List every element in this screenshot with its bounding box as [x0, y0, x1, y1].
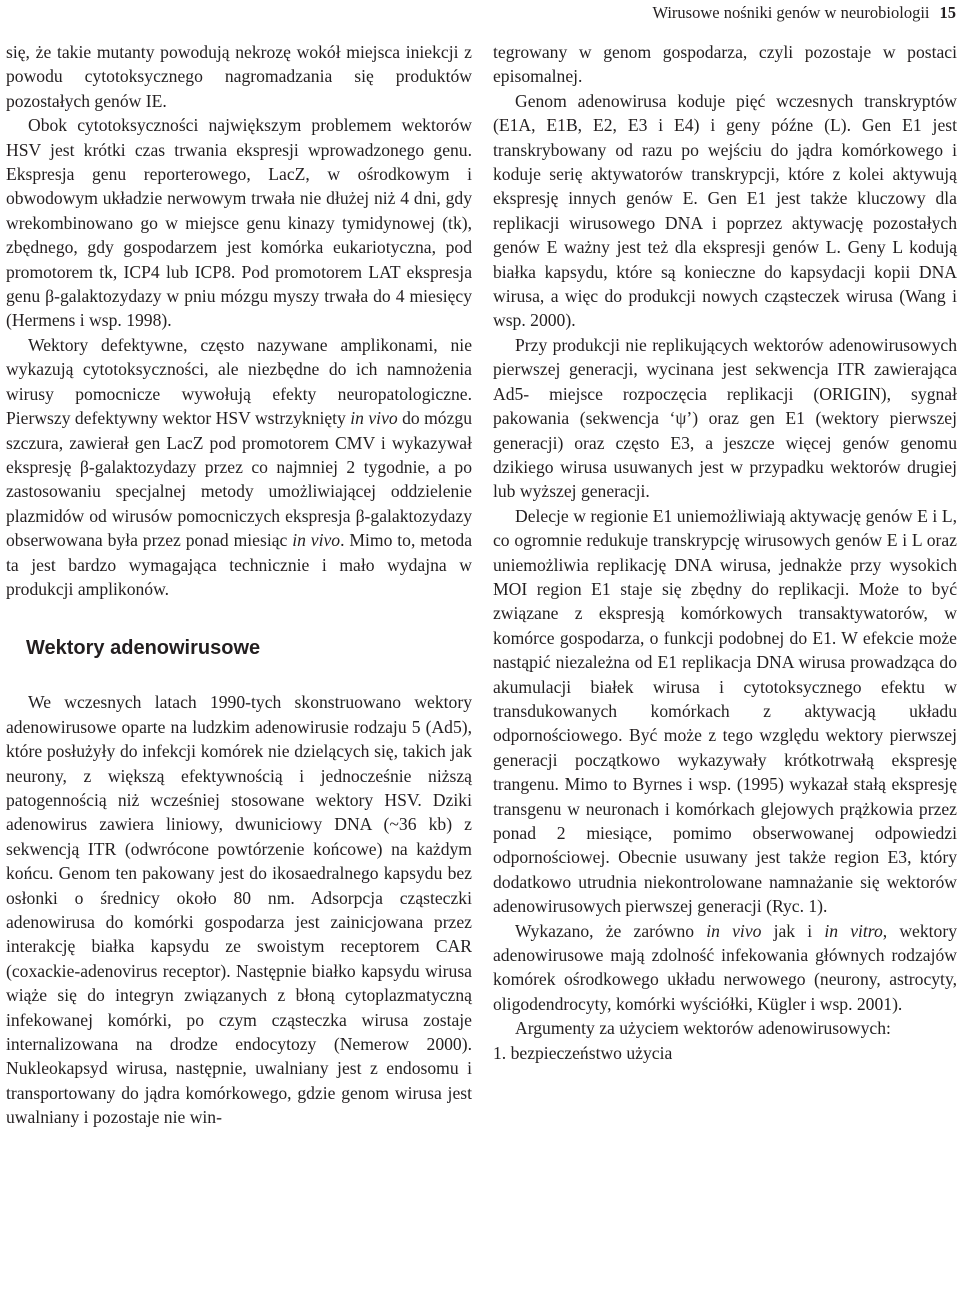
- paragraph: Przy produkcji nie replikujących wektorów adenowirusowych pierwszej generacji, wycinana jest sekwencja ITR zawierająca Ad5- miejsce rozpoczęcia replikacji (ORIGIN), sygnał pakowania (sekwencja ‘ψ’) oraz gen E1 (wektory pierwszej generacji) oraz często E3, a jeszcze więcej genów genomu dzikiego wirusa usuwanych jest w przypadku wektorów drugiej lub wyższej generacji.: [493, 334, 957, 502]
- paragraph: Obok cytotoksyczności największym problemem wektorów HSV jest krótki czas trwania ekspresji wprowadzonego genu. Ekspresja genu reporterowego, LacZ, w ośrodkowym i obwodowym układzie nerwowym trwała nie dłużej niż 4 dni, gdy wrekombinowano go w miejsce genu kinazy tymidynowej (tk), zbędnego, gdy gospodarzem jest komórka eukariotyczna, pod promotorem tk, ICP4 lub ICP8. Pod promotorem LAT ekspresja genu β-galaktozydazy w pniu mózgu myszy trwała do 4 miesięcy (Hermens i wsp. 1998).: [6, 115, 472, 331]
- page-number: 15: [939, 3, 956, 22]
- italic-term: in vivo: [350, 408, 398, 429]
- section-heading: Wektory adenowirusowe: [26, 637, 261, 660]
- paragraph: tegrowany w genom gospodarza, czyli pozostaje w postaci episomalnej.: [493, 42, 957, 87]
- italic-term: in vitro: [824, 920, 883, 941]
- paragraph-text: Wykazano, że zarówno: [515, 920, 707, 941]
- paragraph: Genom adenowirusa koduje pięć wczesnych transkryptów (E1A, E1B, E2, E3 i E4) i geny późne (L). Gen E1 jest transkrybowany od razu po wejściu do jądra komórkowego i koduje serię aktywatorów transkrypcji, które z kolei aktywują ekspresję innych genów E. Gen E1 jest także kluczowy dla replikacji wirusowego DNA i poprzez aktywację pozostałych genów E ważny jest też dla ekspresji genów L. Geny L kodują białka kapsydu, które są konieczne do kapsydacji kopii DNA wirusa, a więc do produkcji nowych cząsteczek wirusa (Wang i wsp. 2000).: [493, 90, 957, 331]
- list-item: 1. bezpieczeństwo użycia: [493, 1042, 673, 1063]
- paragraph: się, że takie mutanty powodują nekrozę wokół miejsca iniekcji z powodu cytotoksycznego nagromadzania się produktów pozostałych genów IE.: [6, 42, 472, 111]
- paragraph-text: Wektory defektywne, często nazywane amplikonami, nie wykazują cytotoksyczności, ale niezbędne do ich namnożenia wirusy pomocnicze wywołują efekty neuropatologiczne. Pierwszy defektywny wektor HSV wstrzyknięty: [6, 334, 472, 429]
- italic-term: in vivo: [706, 920, 762, 941]
- paragraph-text: , wektory adenowirusowe mają zdolność infekowania głównych rodzajów komórek ośrodkowego układu nerwowego (neurony, astrocyty, oligodendrocyty, komórki wyściółki, Kügler i wsp. 2001).: [493, 920, 958, 1014]
- paragraph: Delecje w regionie E1 uniemożliwiają aktywację genów E i L, co ogromnie redukuje transkrypcję wirusowych genów E i L oraz uniemożliwia replikację DNA wirusa, jednakże przy wysokich MOI region E1 staje się zbędny do replikacji. Może to być związane z ekspresją komórkowych transaktywatorów, w komórce gospodarza, o funkcji podobnej do E1. W efekcie może nastąpić niezależna od E1 replikacja DNA wirusa prowadząca do akumulacji białek wirusa i cytotoksycznego efektu w transdukowanych komórkach z aktywacją układu odpornościowego. Być może z tego względu wektory pierwszej generacji początkowo wykazywały krótkotrwałą ekspresję trangenu. Mimo to Byrnes i wsp. (1995) wykazał stałą ekspresję transgenu w neuronach i komórkach glejowych prążkowia przez ponad 2 miesiące, pomimo obserwowanej odpowiedzi odpornościowej. Obecnie usuwany jest także region E3, który dodatkowo utrudnia niekontrolowane namnażanie się wektorów adenowirusowych pierwszej generacji (Ryc. 1).: [493, 505, 957, 917]
- right-column: [493, 40, 957, 1065]
- italic-term: in vivo: [292, 530, 341, 551]
- paragraph-text: do mózgu szczura, zawierał gen LacZ pod promotorem CMV i wykazywał ekspresję β-galaktozydazy przez co najmniej 2 tygodnie, a po zastosowaniu specjalnej metody umożliwiającej oddzielenie plazmidów od wirusów pomocniczych ekspresja β-galaktozydazy obserwowana była przez ponad miesiąc: [6, 408, 472, 551]
- running-title: Wirusowe nośniki genów w neurobiologii: [652, 3, 930, 22]
- left-column: [6, 40, 472, 1130]
- paragraph: We wczesnych latach 1990-tych skonstruowano wektory adenowirusowe oparte na ludzkim adenowirusie rodzaju 5 (Ad5), które posłużyły do infekcji komórek nie dzielących się, takich jak neurony, z większą efektywnością i jednocześnie niższą patogennością niż wcześniej stosowane wektory HSV. Dziki adenowirus zawiera liniowy, dwuniciowy DNA (~36 kb) z sekwencją ITR (odwrócone powtórzenie końcowe) na każdym końcu. Genom ten pakowany jest do ikosaedralnego kapsydu bez osłonki o średnicy około 80 nm. Adsorpcja cząsteczki adenowirusa do komórki gospodarza jest zainicjowana przez interakcję białka kapsydu ze swoistym receptorem CAR (coxackie-adenovirus receptor). Następnie białko kapsydu wirusa wiąże się do integryn związanych z błoną cytoplazmatyczną infekowanej komórki, po czym cząsteczka wirusa zostaje internalizowana na drodze endocytozy (Nemerow 2000). Nukleokapsyd wirusa, następnie, uwalniany jest z endosomu i transportowany do jądra komórkowego, gdzie genom wirusa jest uwalniany i pozostaje nie win-: [6, 692, 472, 1128]
- running-header: [0, 0, 960, 26]
- paragraph-text: jak i: [761, 920, 825, 941]
- paragraph: Argumenty za użyciem wektorów adenowirusowych:: [515, 1018, 891, 1039]
- paragraph-text: . Mimo to, metoda ta jest bardzo wymagająca technicznie i mało wydajna w produkcji amplikonów.: [6, 530, 473, 599]
- paragraph: [493, 919, 957, 1017]
- paragraph: [6, 333, 472, 601]
